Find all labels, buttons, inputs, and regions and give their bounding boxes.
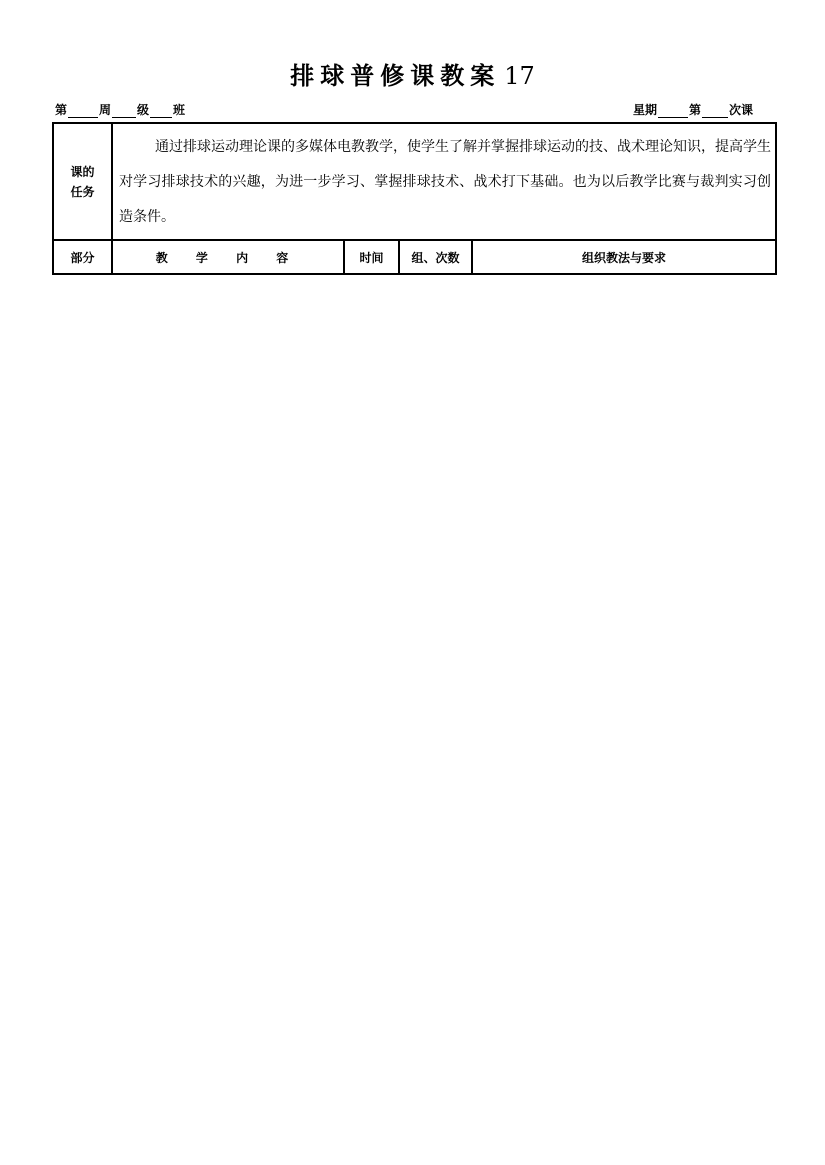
grade-label: 级 <box>137 103 150 117</box>
lesson-number: 17 <box>504 62 535 90</box>
lesson-blank[interactable] <box>702 105 728 118</box>
lesson-label: 次课 <box>728 103 753 117</box>
document-title <box>0 56 825 91</box>
lesson-plan-table <box>52 122 777 275</box>
task-content-cell <box>112 123 776 240</box>
task-row <box>53 123 776 240</box>
header-groups: 组、次数 <box>399 240 472 274</box>
class-blank[interactable] <box>150 105 172 118</box>
week-label: 周 <box>99 103 112 117</box>
weekday-blank[interactable] <box>658 105 688 118</box>
weekday-label: 星期 <box>632 103 657 117</box>
header-time: 时间 <box>344 240 399 274</box>
schedule-info-line <box>633 100 753 118</box>
title-text: 排球普修课教案 <box>290 61 501 90</box>
task-content-text: 通过排球运动理论课的多媒体电教教学，使学生了解并掌握排球运动的技、战术理论知识，提高学生对学习排球技术的兴趣，为进一步学习、掌握排球技术、战术打下基础。也为以后教学比赛与裁判实习创造条件。 <box>119 139 771 225</box>
class-label: 班 <box>173 103 186 117</box>
week-blank[interactable] <box>68 105 98 118</box>
class-info-line <box>55 100 185 118</box>
header-method: 组织教法与要求 <box>472 240 776 274</box>
week-prefix-label: 第 <box>55 103 68 117</box>
task-label-line2: 任务 <box>70 184 95 199</box>
header-content: 教 学 内 容 <box>112 240 344 274</box>
task-label-cell <box>53 123 112 240</box>
header-part: 部分 <box>53 240 112 274</box>
table-header-row <box>53 240 776 274</box>
grade-blank[interactable] <box>112 105 136 118</box>
ordinal-label: 第 <box>688 103 701 117</box>
task-label-line1: 课的 <box>70 164 95 179</box>
